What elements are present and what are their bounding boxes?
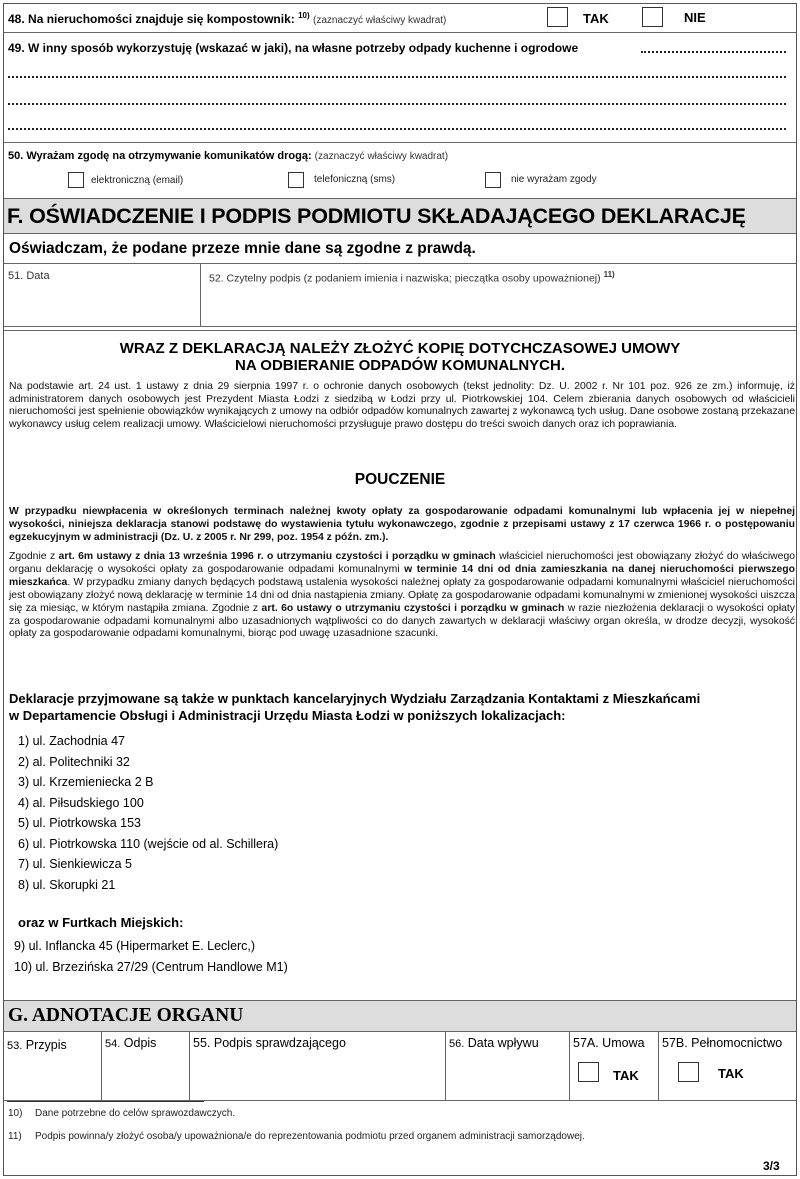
- p2-text: Zgodnie z: [9, 551, 59, 562]
- q48-text: Na nieruchomości znajduje się kompostownik:: [28, 12, 295, 26]
- notice-heading: [4, 340, 796, 374]
- field-56-number: 56.: [449, 1038, 465, 1050]
- q48-no-label: NIE: [684, 10, 706, 25]
- location-item: 6) ul. Piotrkowska 110 (wejście od al. Schillera): [18, 836, 279, 851]
- footnote-separator: [7, 1101, 204, 1102]
- q48-no-checkbox[interactable]: [642, 7, 663, 27]
- page-number: 3/3: [763, 1159, 780, 1173]
- divider: [189, 1032, 190, 1100]
- q49-answer-line[interactable]: [8, 76, 786, 78]
- q49-answer-line[interactable]: [8, 128, 786, 130]
- location-item: 8) ul. Skorupki 21: [18, 877, 116, 892]
- field-52-number: 52.: [209, 272, 224, 285]
- location-item: 2) al. Politechniki 32: [18, 754, 130, 769]
- field-54-number: 54.: [105, 1038, 121, 1050]
- q50-text: Wyrażam zgodę na otrzymywanie komunikatów drogą:: [26, 150, 312, 162]
- field-53-text: Przypis: [25, 1038, 67, 1052]
- q48-number: 48.: [8, 12, 25, 26]
- field-55-text: Podpis sprawdzającego: [213, 1036, 346, 1050]
- footnote-number: 11): [8, 1131, 22, 1142]
- location-item: 4) al. Piłsudskiego 100: [18, 795, 144, 810]
- section-f-header: [4, 198, 796, 234]
- p2-text: w razie niezłożenia deklaracji o wysokości opłaty za gospodarowanie odpadami komunalnymi albo uzasadnionych wątpliwości co do danych zawartych w deklaracji właściwy organ określa, w drodze decyzji, wysokość opłaty za gospodarowanie odpadami komunalnymi, biorąc pod uwagę uzasadnione szacunki.: [9, 602, 795, 640]
- field-51-text: Data: [26, 270, 50, 282]
- q48-hint: (zaznaczyć właściwy kwadrat): [313, 15, 447, 26]
- field-54-text: Odpis: [123, 1036, 157, 1050]
- divider: [658, 1032, 659, 1100]
- field-57a-yes-checkbox[interactable]: [578, 1062, 599, 1082]
- footnote-text: Dane potrzebne do celów sprawozdawczych.: [35, 1108, 236, 1119]
- q48-label: [8, 11, 446, 26]
- footnote-text: Podpis powinna/y złożyć osoba/y upoważniona/e do reprezentowania podmiotu przed organem administracji samorządowej.: [35, 1131, 585, 1142]
- divider: [4, 330, 796, 331]
- p2-text: właściciel nieruchomości jest obowiązany złożyć do właściwego organu deklarację o wysokości opłaty za gospodarowanie odpadami komunalnymi: [9, 551, 796, 575]
- notice-heading-line1: WRAZ Z DEKLARACJĄ NALEŻY ZŁOŻYĆ KOPIĘ DOTYCHCZASOWEJ UMOWY: [119, 340, 681, 357]
- field-57a-yes-label: TAK: [613, 1068, 639, 1083]
- field-53-number: 53.: [7, 1040, 23, 1052]
- field-51-number: 51.: [8, 270, 24, 282]
- divider: [200, 263, 201, 326]
- section-f-title: F. OŚWIADCZENIE I PODPIS PODMIOTU SKŁADAJĄCEGO DEKLARACJĘ: [7, 204, 746, 228]
- q48-yes-label: TAK: [583, 11, 609, 26]
- section-g-title: G. ADNOTACJE ORGANU: [8, 1005, 244, 1026]
- notice-heading-line2: NA ODBIERANIE ODPADÓW KOMUNALNYCH.: [235, 357, 565, 374]
- divider: [445, 1032, 446, 1100]
- field-55-label: [193, 1036, 346, 1050]
- locations-intro-line2: w Departamencie Obsługi i Administracji Urzędu Miasta Łodzi w poniższych lokalizacjach:: [9, 708, 566, 723]
- divider: [4, 263, 796, 264]
- q49-label: 49. W inny sposób wykorzystuję (wskazać w jaki), na własne potrzeby odpady kuchenne i ogrodowe: [8, 41, 579, 55]
- q49-answer-line[interactable]: [641, 51, 786, 53]
- section-g-header: [4, 1000, 796, 1032]
- divider: [4, 326, 796, 327]
- locations-intro: [9, 690, 700, 724]
- signature-field[interactable]: [202, 286, 796, 325]
- field-53-label: [7, 1038, 67, 1052]
- furtka-item: 10) ul. Brzezińska 27/29 (Centrum Handlowe M1): [14, 959, 288, 974]
- field-55-number: 55.: [193, 1036, 211, 1050]
- p2-bold: art. 6m ustawy z dnia 13 września 1996 r. o utrzymaniu czystości i porządku w gminach: [58, 551, 496, 562]
- q50-email-checkbox[interactable]: [68, 172, 84, 188]
- furtka-item: 9) ul. Inflancka 45 (Hipermarket E. Leclerc,): [14, 939, 256, 953]
- data-protection-notice: Na podstawie art. 24 ust. 1 ustawy z dnia 29 sierpnia 1997 r. o ochronie danych osobowych (tekst jednolity: Dz. U. 2002 r. Nr 101 poz. 926 ze zm.) informuję, iż administratorem danych osobowych jest Prezydent Miasta Łodzi z siedzibą w Łodzi przy ul. Piotrkowskiej 104. Celem zbierania danych osobowych od właścicieli nieruchomości jest spełnienie obowiązków wynikających z umowy na odbiór odpadów komunalnych zawartej z wykonawcą tych usług. Dane osobowe zostaną przekazane wykonawcy usług celem realizacji umowy. Właścicielowi nieruchomości przysługuje prawo dostępu do treści swoich danych oraz ich poprawiania.: [9, 381, 795, 430]
- q50-email-label: elektroniczną (email): [91, 175, 184, 186]
- q48-yes-checkbox[interactable]: [547, 7, 568, 27]
- pouczenie-title: POUCZENIE: [354, 471, 446, 488]
- field-54-label: [105, 1036, 156, 1050]
- field-57b-yes-checkbox[interactable]: [678, 1062, 699, 1082]
- furtki-label: oraz w Furtkach Miejskich:: [18, 915, 184, 930]
- furtki-list: [14, 936, 288, 977]
- divider: [4, 32, 796, 33]
- footnote-10: [8, 1108, 235, 1119]
- q50-label: [8, 150, 448, 162]
- location-item: 3) ul. Krzemieniecka 2 B: [18, 775, 154, 789]
- field-56-label: [449, 1036, 539, 1050]
- divider: [101, 1032, 102, 1100]
- field-52-text: Czytelny podpis (z podaniem imienia i nazwiska; pieczątka osoby upoważnionej): [226, 272, 601, 285]
- p2-text: . W przypadku zmiany danych będących podstawą ustalenia wysokości należnej opłaty za gospodarowanie odpadami komunalnymi właściciel nieruchomości jest obowiązany złożyć nową deklarację w terminie 14 dni od dnia nastąpienia zmiany. Opłatę za gospodarowanie odpadami komunalnymi w zmienionej wysokości uiszcza się za miesiąc, w którym nastąpiła zmiana. Zgodnie z: [9, 576, 795, 614]
- q50-number: 50.: [8, 150, 24, 162]
- footnote-11: [8, 1131, 585, 1142]
- field-57b-label: 57B. Pełnomocnictwo: [662, 1036, 783, 1050]
- p2-bold: art. 6o ustawy o utrzymaniu czystości i porządku w gminach: [261, 602, 565, 614]
- field-57b-yes-label: TAK: [718, 1066, 744, 1081]
- divider: [4, 142, 796, 143]
- field-56-text: Data wpływu: [467, 1036, 539, 1050]
- location-item: 7) ul. Sienkiewicza 5: [18, 857, 132, 871]
- field-51-label: [8, 270, 50, 282]
- locations-list: [18, 731, 278, 895]
- field-52-label: [209, 270, 615, 285]
- field-57a-label: 57A. Umowa: [573, 1036, 645, 1050]
- locations-intro-line1: Deklaracje przyjmowane są także w punktach kancelaryjnych Wydziału Zarządzania Kontaktami z Mieszkańcami: [9, 691, 701, 706]
- q49-answer-line[interactable]: [8, 103, 786, 105]
- form-page: [3, 3, 797, 1176]
- divider: [569, 1032, 570, 1100]
- q50-no-consent-checkbox[interactable]: [485, 172, 501, 188]
- q50-sms-label: telefoniczną (sms): [314, 174, 396, 185]
- footnote-number: 10): [8, 1108, 23, 1119]
- date-field[interactable]: [5, 286, 199, 325]
- q48-footnote: 10): [298, 11, 310, 20]
- field-52-footnote: 11): [603, 270, 615, 279]
- q50-no-consent-label: nie wyrażam zgody: [511, 174, 597, 185]
- declaration-statement: Oświadczam, że podane przeze mnie dane są zgodne z prawdą.: [9, 240, 476, 257]
- p2-bold: w terminie 14 dni od dnia zamieszkania na danej nieruchomości pierwszego mieszkańca: [9, 563, 795, 588]
- pouczenie-paragraph-2: [9, 551, 795, 641]
- location-item: 5) ul. Piotrkowska 153: [18, 816, 141, 830]
- q50-hint: (zaznaczyć właściwy kwadrat): [314, 151, 449, 162]
- location-item: 1) ul. Zachodnia 47: [18, 734, 126, 748]
- pouczenie-paragraph-1: W przypadku niewpłacenia w określonych terminach należnej kwoty opłaty za gospodarowanie odpadami komunalnymi lub wpłacenia jej w niepełnej wysokości, niniejsza deklaracja stanowi podstawę do wystawienia tytułu wykonawczego, zgodnie z przepisami ustawy z 17 czerwca 1966 r. o postępowaniu egzekucyjnym w administracji (Dz. U. z 2005 r. Nr 299, poz. 1954 z późn. zm.).: [9, 506, 795, 543]
- q50-sms-checkbox[interactable]: [288, 172, 304, 188]
